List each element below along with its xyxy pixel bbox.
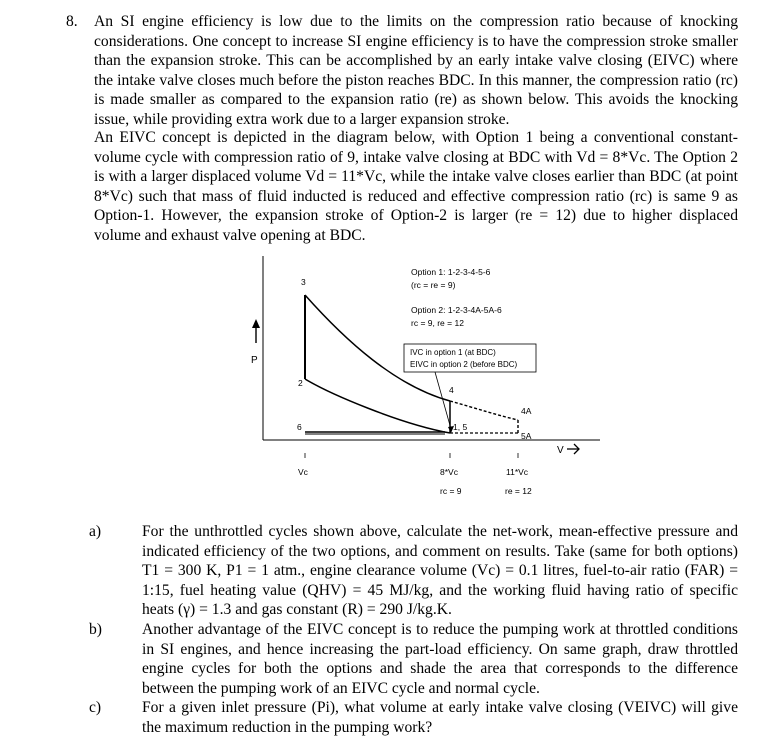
- point-4a-label: 4A: [521, 406, 532, 416]
- part-a-label: a): [89, 523, 102, 540]
- tick-8vc-label: 8*Vc: [440, 467, 458, 477]
- point-4-label: 4: [449, 385, 454, 395]
- part-a-text: For the unthrottled cycles shown above, calculate the net-work, mean-effective pressure and indicated efficiency of the two options, and comment on results. Take (same for both options) T1 = 300 K, P1 = 1 atm., engine clearance volume (Vc) = 0.1 litres, fuel-to-air ratio (FAR) = 1:15, fuel heating value (QHV) = 45 MJ/kg, and the working fluid having ratio of specific heats (γ) = 1.3 and gas constant (R) = 290 J/kg.K.: [142, 523, 738, 619]
- question-intro: An SI engine efficiency is low due to the limits on the compression ratio because of knocking considerations. One concept to increase SI engine efficiency is to have the compression stroke smaller than the expansion stroke. This can be accomplished by an early intake valve closing (EIVC) where the intake valve closes much before the piston reaches BDC. In this manner, the compression ratio (rc) is made smaller as compared to the expansion ratio (re) as shown below. This avoids the knocking issue, while providing extra work due to a larger expansion stroke.: [94, 13, 738, 128]
- legend-option1-line1: Option 1: 1-2-3-4-5-6: [411, 267, 491, 277]
- pv-diagram: [200, 246, 600, 502]
- v-axis-label: V: [557, 445, 564, 456]
- legend-option2-line2: rc = 9, re = 12: [411, 318, 464, 328]
- compression-curve: [305, 379, 450, 433]
- part-c-label: c): [89, 699, 102, 716]
- point-5a-label: 5A: [521, 431, 532, 441]
- question-number: 8.: [66, 13, 78, 30]
- p-arrow-head: [252, 319, 260, 328]
- legend-option2-line1: Option 2: 1-2-3-4A-5A-6: [411, 305, 502, 315]
- extended-expansion-curve: [450, 401, 518, 420]
- point-1-5-label: 1, 5: [453, 422, 468, 432]
- point-6-label: 6: [297, 422, 302, 432]
- tick-rc-label: rc = 9: [440, 486, 462, 496]
- ivc-callout-line1: IVC in option 1 (at BDC): [410, 348, 496, 357]
- point-3-label: 3: [301, 277, 306, 287]
- ivc-callout-line2: EIVC in option 2 (before BDC): [410, 360, 518, 369]
- p-axis-label: P: [251, 355, 258, 366]
- tick-vc-label: Vc: [298, 467, 308, 477]
- tick-re-label: re = 12: [505, 486, 532, 496]
- legend-option1-line2: (rc = re = 9): [411, 280, 456, 290]
- point-2-label: 2: [298, 378, 303, 388]
- tick-11vc-label: 11*Vc: [506, 467, 529, 477]
- question-concept: An EIVC concept is depicted in the diagram below, with Option 1 being a conventional constant-volume cycle with compression ratio of 9, intake valve closing at BDC with Vd = 8*Vc. The Option 2 is with a larger displaced volume Vd = 11*Vc, while the intake valve closes earlier than BDC (at point 8*Vc) such that mass of fluid inducted is reduced and effective compression ratio (rc) is same 9 as Option-1. However, the expansion stroke of Option-2 is larger (re = 12) due to higher displaced volume and exhaust valve opening at BDC.: [94, 129, 738, 244]
- part-c-text: For a given inlet pressure (Pi), what volume at early intake valve closing (VEIVC) will give the maximum reduction in the pumping work?: [142, 699, 738, 736]
- part-b-text: Another advantage of the EIVC concept is to reduce the pumping work at throttled conditions in SI engines, and hence increasing the part-load efficiency. On same graph, draw throttled engine cycles for both the options and shade the area that corresponds to the difference between the pumping work of an EIVC cycle and normal cycle.: [142, 621, 738, 697]
- part-b-label: b): [89, 621, 102, 638]
